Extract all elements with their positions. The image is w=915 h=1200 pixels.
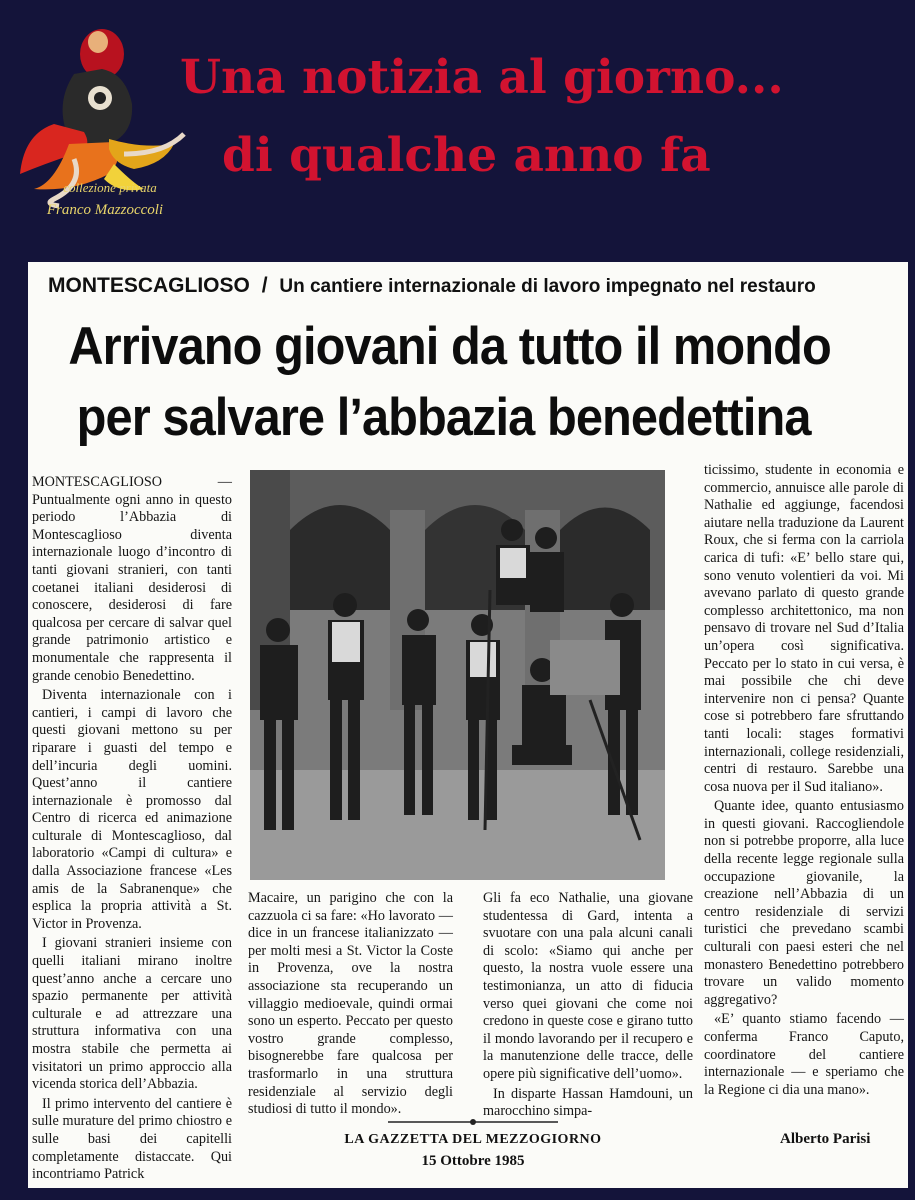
logo-caption-collection: collezione privata bbox=[63, 180, 157, 195]
group-photo bbox=[250, 470, 665, 880]
kicker-place: MONTESCAGLIOSO bbox=[48, 274, 250, 297]
headline-line2: per salvare l’abbazia benedettina bbox=[76, 388, 811, 447]
newspaper-masthead: LA GAZZETTA DEL MEZZOGIORNO bbox=[344, 1132, 602, 1147]
article-column-3 bbox=[483, 890, 693, 1121]
kicker-text: Un cantiere internazionale di lavoro impegnato nel restauro bbox=[279, 276, 816, 297]
banner-title-line1: Una notizia al giorno... bbox=[180, 50, 784, 105]
article-column-1 bbox=[32, 474, 232, 1184]
article-author: Alberto Parisi bbox=[780, 1131, 871, 1147]
newspaper-clipping bbox=[28, 262, 908, 1188]
headline-line1: Arrivano giovani da tutto il mondo bbox=[68, 317, 831, 376]
article-column-4 bbox=[704, 462, 904, 1099]
banner bbox=[0, 0, 915, 258]
banner-title-line2: di qualche anno fa bbox=[222, 128, 711, 183]
article-column-2 bbox=[248, 890, 453, 1119]
publication-date: 15 Ottobre 1985 bbox=[421, 1153, 525, 1169]
paragraph: Macaire, un parigino che con la cazzuola ci sa fare: «Ho lavorato — dice in un francese italianizzato — per molti mesi a St. Victor la Coste in Provenza, ove la nostra associazione sta recuperando un villaggio medioevale, quindi ormai sono un esperto. Peccato per questo vostro grande complesso, bisognerebbe fare qualcosa per trasformarlo in una struttura residenziale al servizio degli studiosi di tutto il mondo». bbox=[248, 890, 453, 1118]
paragraph: «E’ quanto stiamo facendo — conferma Franco Caputo, coordinatore del cantiere internazionale — e speriamo che la Regione ci dia una mano». bbox=[704, 1011, 904, 1098]
paragraph: MONTESCAGLIOSO — Puntualmente ogni anno in questo periodo l’Abbazia di Montescaglioso diventa internazionale luogo d’incontro di tanti giovani stranieri, con tanti coetanei italiani desiderosi di conoscere, desiderosi di fare qualcosa per cercare di salvar quel grande patrimonio artistico e monumentale che rappresenta il grande cenobio Benedettino. bbox=[32, 474, 232, 684]
paragraph: I giovani stranieri insieme con quelli italiani mirano inoltre quest’anno anche a cercare uno spazio permanente per attività culturale e ad attrezzare una struttura informativa con una mostra stabile che permetta ai visitatori un primo approccio alla vicenda storica dell’Abbazia. bbox=[32, 935, 232, 1093]
article-kicker bbox=[48, 274, 898, 298]
masthead-ornament-icon bbox=[388, 1118, 558, 1126]
paragraph: Gli fa eco Nathalie, una giovane studentessa di Gard, intenta a svuotare con una pala alcuni canali di scolo: «Siamo qui anche per questo, la nostra vuole essere una testimonianza, un atto di fiducia verso quei giovani che come noi credono in queste cose e girano tutto il mondo lavorando per il recupero e la manutenzione delle tracce, delle opere più significative dell’uomo». bbox=[483, 890, 693, 1082]
paragraph: Quante idee, quanto entusiasmo in questi giovani. Raccogliendole non si potrebbe proporre, alla luce della recente legge regionale sulla occupazione giovanile, la creazione nell’Abbazia di un centro residenziale di servizi turistici che prevedano scambi culturali con paesi esteri che nel monastero Benedettino potrebbero trovare un valido momento aggregativo? bbox=[704, 798, 904, 1008]
paragraph: ticissimo, studente in economia e commercio, annuisce alle parole di Nathalie ed aggiunge, facendosi aiutare nella traduzione da Laurent Roux, che si ferma con la carriola carica di tufi: «E’ bello stare qui, sono venuto volentieri da voi. Mi avevano parlato di questo grande complesso architettonico, ma non pensavo di trovare nel Sud d’Italia un’opera così significativa. Peccato per lo stato in cui versa, è mai possibile che chi deve intervenire non ci pensa? Quante cose si potrebbero fare sfruttando tanti locali: stages formativi internazionali, college residenziali, centri di restauro. Sarebbe una cosa nuova per il Sud italiano». bbox=[704, 462, 904, 795]
logo-caption-owner: Franco Mazzoccoli bbox=[46, 202, 164, 218]
paragraph: Diventa internazionale con i cantieri, i campi di lavoro che questi giovani mettono su per riparare i guasti del tempo e dell’incuria degli uomini. Quest’anno il cantiere internazionale è promosso dal Centro di ricerca ed animazione culturale di Montescaglioso, dal laboratorio «Campi di cultura» e dalla Associazione francese «Les amis de la Sabranenque» che esplica la propria attività a St. Victor in Provenza. bbox=[32, 687, 232, 932]
paragraph: Il primo intervento del cantiere è sulle murature del primo chiostro e sulle basi dei capitelli completamente distaccate. Qui incontriamo Patrick bbox=[32, 1095, 232, 1183]
kicker-separator: / bbox=[261, 274, 268, 297]
paragraph: In disparte Hassan Hamdouni, un marocchino simpa- bbox=[483, 1085, 693, 1120]
